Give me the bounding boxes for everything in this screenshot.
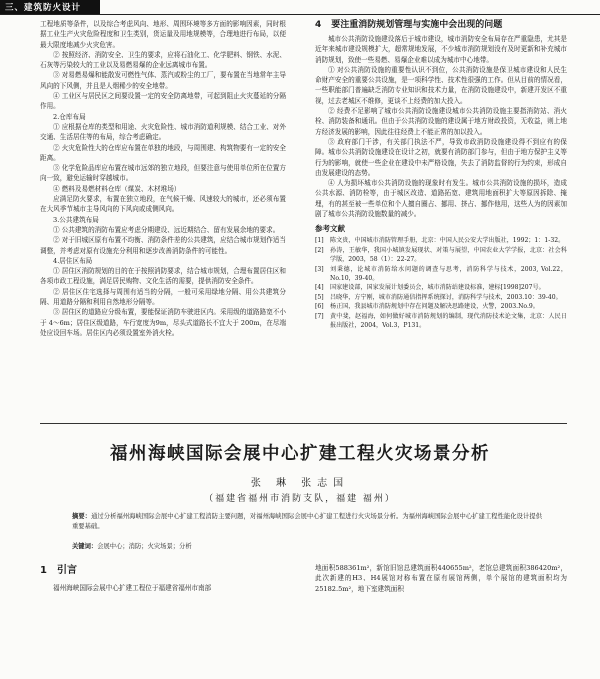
article-divider xyxy=(40,423,567,424)
left-paragraph: ① 应根据仓库的类型和用途、火灾危险性、城市消防道利规模、结合工业、对外交通、生活居住等的布局，综合考虑确定。 xyxy=(40,122,286,142)
section-heading xyxy=(315,19,567,31)
article-affiliation: （福建省福州市消防支队，福建 福州） xyxy=(204,494,396,504)
left-subheading: 2.仓库布局 xyxy=(53,112,86,121)
right-paragraph: ② 经费不足影响了城市公共消防设施建设城市公共消防设施主要指消防站、消火栓、消防装备和通讯。但由于公共消防设施的建设属于地方财政投资，无收益，则上地方经济发展的影响，因此往往经费上不能正常的加以投入。 xyxy=(315,107,567,136)
right-paragraph: ③ 政府部门干涉，有关部门执法不严，导致市政消防设施建设得不到应有的保障。城市公共消防设施建设在设计之初，就要有消防部门参与，但由于地方保护主义等行为的影响，就使一些企业在建设中未严格设施，失去了消防监督的行为约束，形成自由发展建设的态势。 xyxy=(315,137,567,177)
left-column xyxy=(40,19,286,338)
left-paragraph: ③ 化学危险品库应布置在城市远郊的独立地段，但要注意与使用单位所在位置方向一致，避免运输时穿越城市。 xyxy=(40,164,286,183)
reference-text: 杨正国，我县城市消防规划中存在问题及解决思路建设，火警，2003.No.9。 xyxy=(330,303,539,311)
keywords-label: 关键词： xyxy=(72,543,98,550)
intro-paragraph: 福州海峡国际会展中心扩建工程位于福建省福州市南部 xyxy=(53,584,212,592)
intro-heading xyxy=(40,565,286,577)
left-paragraph: ③ 居住区的道路应分级布置，要能保证消防车驶进区内。采用级的道路路宽不小于 4～6m；居住区级道路，车行宽度为9m，尽头式道路长不宜大于 200m，在尽端处应设回车场。居住区内必须设置室外消火栓。 xyxy=(40,308,286,337)
reference-text: 吕晓华，方宁刚，城市消防通信指挥系统探讨，消防科学与技术，2003.10：39-40。 xyxy=(330,293,562,301)
left-paragraph: ③ 对易燃易爆和能散发可燃性气体、蒸汽或粉尘的工厂，要布置在当地常年主导风向的下风侧，并且是人烟稀少的安全地带。 xyxy=(40,71,286,90)
intro-paragraph-right: 地面积588361m²，新馆旧馆总建筑面积440655m²，老馆总建筑面积386420m²，此次新建的H3、H4展馆对称布置在原有展馆两侧，单个展馆的建筑面积均为25182.5m²，地下室建筑面积 xyxy=(315,564,567,593)
reference-list xyxy=(315,236,567,330)
left-paragraph: ④ 燃料及易燃材料仓库（煤炭、木材堆场） xyxy=(53,184,181,193)
intro-title: 引言 xyxy=(56,565,77,576)
reference-text: 孙涛，王敏华，我国小城镇发展现状、对策与展望，中国农业大学学报，北京：社会科学版，2003，58（1）：22-27。 xyxy=(330,246,567,264)
reference-text: 黄中斐，赵福海，如何做好城市消防规划的编制，现代消防技术论文集，北京：人民日报出版社，2004，Vol.3，P131。 xyxy=(330,312,567,329)
header-section-bar xyxy=(0,0,100,14)
intro-right xyxy=(315,563,567,594)
left-paragraph: 工程地质等条件，以及综合考虑风向、地形、周围环境等多方面的影响因素，同时根据工业生产火灾危险程度和卫生类别，货运量及用地规模等，合理地进行布局，以便最大限度地减少火灾危害。 xyxy=(40,20,286,49)
abstract-text: 通过分析福州海峡国际会展中心扩建工程消防主要问题，对福州海峡国际会展中心扩建工程进行火灾场景分析。为福州海峡国际会展中心扩建工程性能化设计提供重要基础。 xyxy=(72,513,543,530)
reference-item xyxy=(315,236,567,245)
reference-item xyxy=(315,302,567,311)
left-paragraph: ④ 工业区与居民区之间要设置一定的安全防离地带，可起到阻止火灾蔓延的分隔作用。 xyxy=(40,92,286,111)
left-paragraph: ② 按照经济、消防安全、卫生的要求，应将石油化工、化学肥料、钢铁、水泥、石灰等污染较大的工业以及易燃易爆的企业远离城市布置。 xyxy=(40,50,286,70)
intro-left xyxy=(40,559,286,593)
right-column xyxy=(315,19,567,330)
intro-number: 1 xyxy=(40,565,47,576)
reference-index: [5] xyxy=(315,293,324,301)
reference-item xyxy=(315,246,567,265)
reference-index: [2] xyxy=(315,246,324,254)
keywords-text: 会展中心；消防；火灾场景；分析 xyxy=(97,543,192,550)
reference-index: [6] xyxy=(315,303,324,311)
left-subheading: 3.公共建筑布局 xyxy=(53,215,99,224)
left-paragraph: ① 居住区消防规划的目的在于按照消防要求，结合城市规划，合理布置居住区和各项市政工程设施，满足居民购物、文化生活的需要，提供消防安全条件。 xyxy=(40,267,286,286)
article-authors: 张 琳 张志国 xyxy=(250,478,350,489)
left-paragraph: ② 居住区住宅选择与周围有适当的分隔，一般可采用绿地分隔、用公共建筑分隔、用道路分隔和利用自然地形分隔等。 xyxy=(40,287,286,307)
reference-text: 国家建设部，国家发展计划委员会，城市消防站建设标准，建标[1998]207号。 xyxy=(330,284,545,292)
left-subheading: 4.居住区布局 xyxy=(53,256,93,265)
page-header xyxy=(0,0,600,15)
article-keywords xyxy=(72,542,542,552)
right-paragraph: 城市公共消防设施建设落后于城市建设，城市消防安全布局存在严重隐患，尤其是近年来城市建设规模扩大，超常规地发展，不少城市消防规划没有及时更新和补充城市消防规划，致使一些易燃、易爆企业难以成为城市中心地带。 xyxy=(315,35,567,64)
right-paragraph: ④ 人为损坏城市公共消防设施的现象时有发生。城市公共消防设施的损坏，造成公共水源、消防栓等，由于城区改造、道路拓宽、建筑用地面积扩大等原因拆除、掩埋，有的甚至被一些单位和个人擅自圈占、挪用、挤占、挪作他用，这些人为的因素加剧了城市公共消防设施数量的减少。 xyxy=(315,179,567,219)
left-paragraph: ① 公共建筑的消防布置应考虑分期建设、远近期结合、留有发展余地的要求。 xyxy=(53,225,280,234)
reference-text: 陈文贵，中国城市消防管理手册，北京：中国人民公安大学出版社，1992；1：1-32。 xyxy=(330,237,565,245)
reference-index: [4] xyxy=(315,284,324,292)
reference-item xyxy=(315,293,567,302)
references-title: 参考文献 xyxy=(315,224,345,234)
left-paragraph: 应满足防火要求，布置在独立地段，在气候干燥、风速较大的城市，还必须布置在大风季节城市主导风向的下风向或成侧风向。 xyxy=(40,195,286,214)
reference-item xyxy=(315,265,567,284)
reference-item xyxy=(315,312,567,331)
section-number: 4 xyxy=(315,20,322,30)
article-title: 福州海峡国际会展中心扩建工程火灾场景分析 xyxy=(110,444,490,464)
reference-index: [3] xyxy=(315,265,324,273)
left-paragraph: ② 对于旧城区原有布置不均衡、消防条件差的公共建筑，应结合城市规划作适当调整，并考虑对原有设施充分利用和逐步改善消防条件的可能性。 xyxy=(40,236,286,255)
reference-index: [7] xyxy=(315,312,324,320)
reference-index: [1] xyxy=(315,237,324,245)
section-title: 要注重消防规划管理与实施中会出现的问题 xyxy=(331,20,503,30)
abstract-label: 摘要： xyxy=(72,513,92,520)
reference-item xyxy=(315,283,567,292)
article-abstract xyxy=(72,512,542,532)
right-paragraph: ① 对公共消防设施的重要性认识不到位，公共消防设施是保卫城市建设和人民生命财产安全的重要公共设施，是一项科学性、技术性很强的工作。但从目前的情况看，一些职能部门普遍缺乏消防专业知识和技术力量，在消防设施建设中，新建开发区不重视，过去老城区不维修，更谈不上经费的加大投入。 xyxy=(315,65,567,105)
header-section-label: 三、建筑防火设计 xyxy=(5,3,82,13)
reference-text: 刘秉德，论城市消防给水问题的调查与思考，消防科学与技术，2003, Vol.22，No.10，39-40。 xyxy=(330,265,567,282)
left-paragraph: ② 火灾危险性大的仓库应布置在单独的地段，与周围建、构筑物要有一定的安全距离。 xyxy=(40,143,286,162)
